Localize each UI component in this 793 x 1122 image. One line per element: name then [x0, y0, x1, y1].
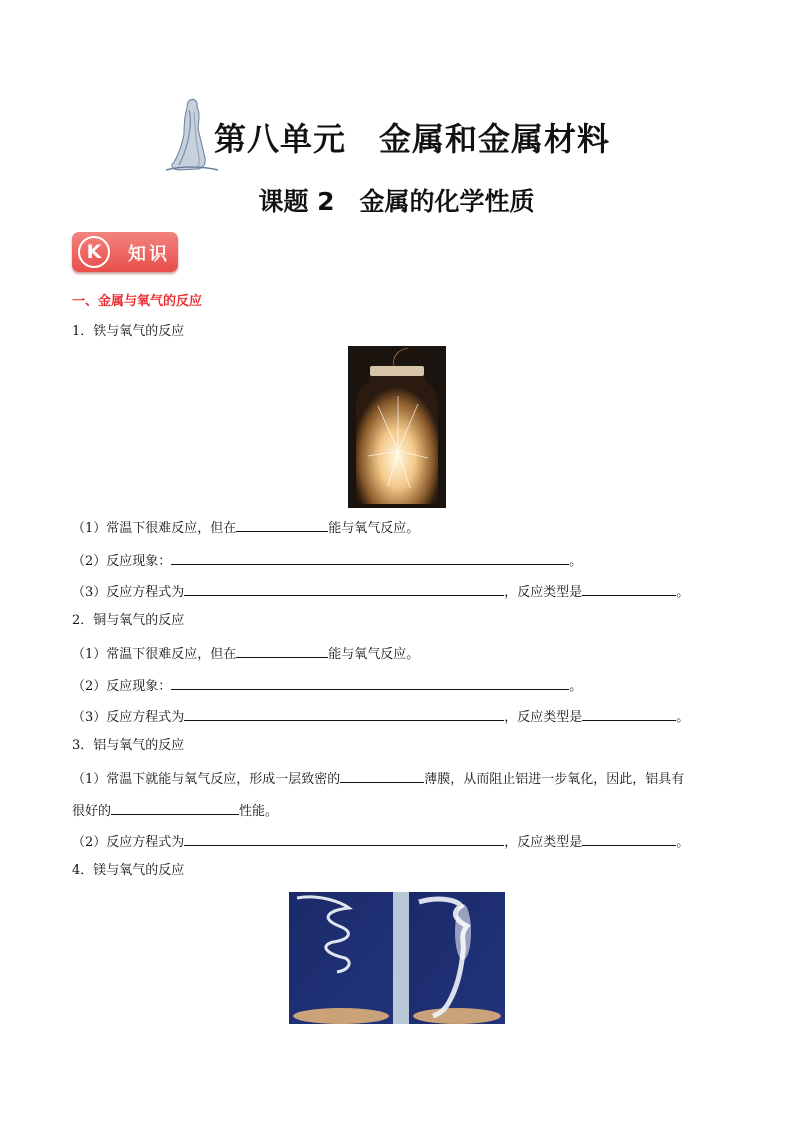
title-row: [0, 92, 793, 174]
aluminum-q2: （2）反应方程式为 ，反应类型是 。: [72, 831, 689, 852]
answer-blank[interactable]: [582, 831, 676, 846]
answer-blank[interactable]: [236, 643, 328, 658]
answer-blank[interactable]: [340, 768, 424, 783]
answer-blank[interactable]: [171, 675, 569, 690]
copper-q3: （3）反应方程式为 ，反应类型是 。: [72, 706, 689, 727]
statue-logo-icon: [162, 96, 220, 172]
unit-title: 第八单元 金属和金属材料: [214, 120, 611, 158]
section-title: 一、金属与氧气的反应: [72, 294, 203, 309]
iron-q1: （1）常温下很难反应，但在 能与氧气反应。: [72, 517, 419, 538]
answer-blank[interactable]: [184, 706, 504, 721]
iron-heading: 1．铁与氧气的反应: [72, 324, 185, 339]
copper-q1: （1）常温下很难反应，但在 能与氧气反应。: [72, 643, 419, 664]
badge-label: 知识: [128, 244, 170, 265]
iron-burning-photo: [348, 346, 446, 508]
magnesium-heading: 4．镁与氧气的反应: [72, 863, 185, 878]
answer-blank[interactable]: [582, 581, 676, 596]
answer-blank[interactable]: [184, 581, 504, 596]
answer-blank[interactable]: [582, 706, 676, 721]
iron-q2: （2）反应现象： 。: [72, 550, 582, 571]
answer-blank[interactable]: [111, 800, 239, 815]
answer-blank[interactable]: [171, 550, 569, 565]
answer-blank[interactable]: [236, 517, 328, 532]
aluminum-heading: 3．铝与氧气的反应: [72, 738, 185, 753]
magnesium-burning-photo: [289, 892, 505, 1024]
lesson-title: 课题 2 金属的化学性质: [258, 187, 535, 216]
aluminum-q1-cont: 很好的 性能。: [72, 800, 278, 821]
aluminum-q1: （1）常温下就能与氧气反应，形成一层致密的 薄膜，从而阻止铝进一步氧化，因此，铝具有: [72, 768, 684, 789]
copper-heading: 2．铜与氧气的反应: [72, 613, 185, 628]
k-circle-icon: K: [78, 236, 110, 268]
copper-q2: （2）反应现象： 。: [72, 675, 582, 696]
answer-blank[interactable]: [184, 831, 504, 846]
knowledge-badge: [72, 232, 178, 272]
iron-q3: （3）反应方程式为 ，反应类型是 。: [72, 581, 689, 602]
